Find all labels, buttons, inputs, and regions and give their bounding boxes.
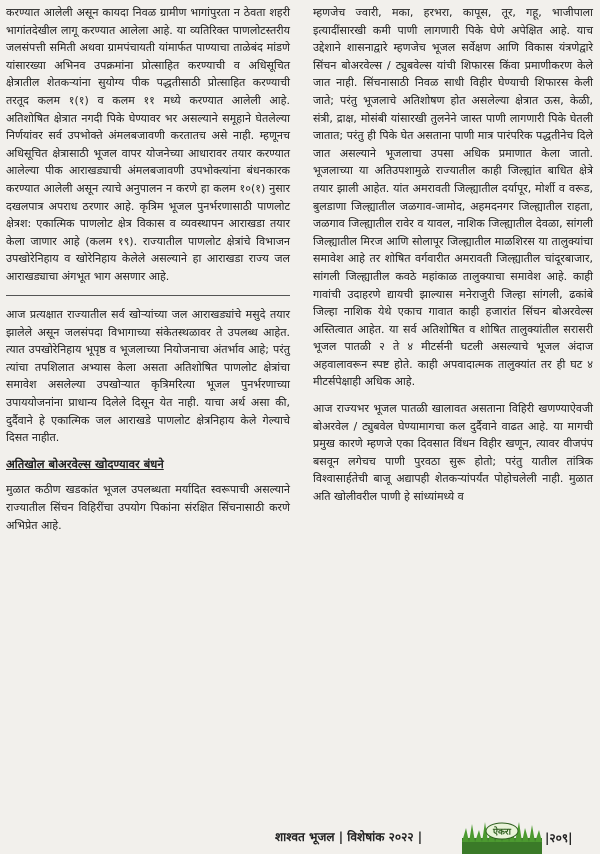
right-column	[313, 4, 593, 515]
paragraph: आज प्रत्यक्षात राज्यातील सर्व खोऱ्यांच्या जल आराखड्यांचे मसुदे तयार झालेले असून जलसंपदा विभागाच्या संकेतस्थळावर ते उपलब्ध आहेत. त्यात उपखोरेनिहाय भूपृष्ठ व भूजलाच्या नियोजनाचा अंतर्भाव आहे; परंतु त्यांचा तपशिलात अभ्यास केला असता अतिशोषित पाणलोट क्षेत्रांचा समावेश असलेल्या उपखोऱ्यात कृत्रिमरित्या भूजल पुनर्भरणाच्या उपाययोजनांना प्राधान्य दिलेले दिसून येत नाही. याचा अर्थ असा की, दुर्दैवाने हे एकात्मिक जल आराखडे पाणलोट क्षेत्रनिहाय केले गेल्याचे दिसत नाहीत.	[6, 308, 290, 445]
logo-text: ऐकरा	[493, 827, 511, 838]
section-heading: अतिखोल बोअरवेल्स खोदण्यावर बंधने	[6, 456, 164, 471]
left-column	[6, 4, 290, 543]
footer	[0, 816, 600, 854]
magazine-name: शाश्वत भूजल | विशेषांक २०२२ |	[275, 830, 423, 844]
paragraph: करण्यात आलेली असून कायदा निवळ ग्रामीण भागांपुरता न ठेवता शहरी भागांतदेखील लागू करण्यात आलेला आहे. या व्यतिरिक्त पाणलोटस्तरीय जलसंपत्ती समिती अथवा ग्रामपंचायती यांमार्फत पाण्याचा ताळेबंद मांडणे यांसारख्या अभिनव उपक्रमांना प्रोत्साहित करण्याची व अधिसूचित क्षेत्रातील शेतकऱ्यांना सुयोग्य पीक पद्धतीसाठी प्रोत्साहित करण्याची तरतूद कलम १(१) व कलम ११ मध्ये करण्यात आलेली आहे. अतिशोषित क्षेत्रात नगदी पिके घेण्यावर भर असल्याने समूहाने घेतलेल्या निर्णयांवर सर्व उपभोक्ते अंमलबजावणी करतातच असे नाही. म्हणूनच अधिसूचित क्षेत्रासाठी भूजल वापर योजनेच्या आधारावर तयार करण्यात आलेल्या पीक आराखड्याची अंमलबजावणी उपभोक्त्यांना बंधनकारक करण्यात आलेली असून त्याचे अनुपालन न करणे हा कलम १०(१) नुसार दखलपात्र अपराध ठरणार आहे. कृत्रिम भूजल पुनर्भरणासाठी पाणलोट क्षेत्रश: एकात्मिक पाणलोट क्षेत्र विकास व व्यवस्थापन आराखडा तयार केला जाणार आहे (कलम १९). राज्यातील पाणलोट क्षेत्रांचे विभाजन उपखोरेनिहाय व खोरेनिहाय केलेले असल्याने हा आराखडा राज्य जल आराखड्याचा अंगभूत भाग असणार आहे.	[6, 6, 290, 283]
page-number: |२०९|	[545, 831, 573, 845]
paragraph: आज राज्यभर भूजल पातळी खालावत असताना विहिरी खणण्याऐवजी बोअरवेल / ट्युबवेल घेण्यामागचा कल दुर्दैवाने वाढत आहे. या मागची प्रमुख कारणे म्हणजे एका दिवसात विंधन विहीर खणून, त्यावर वीजपंप बसवून लगेचच पाणी पुरवठा सुरू होतो; परंतु यातील तांत्रिक विश्वासार्हतेची बाजू अद्यापही शेतकऱ्यांपर्यंत पोहोचलेली नाही. मुळात अति खोलीवरील पाणी हे सांध्यांमध्ये व	[313, 402, 593, 504]
paragraph: मुळात कठीण खडकांत भूजल उपलब्धता मर्यादित स्वरूपाची असल्याने राज्यातील सिंचन विहिरींचा उपयोग पिकांना संरक्षित सिंचनासाठी करणे अभिप्रेत आहे.	[6, 483, 290, 532]
divider	[6, 295, 290, 297]
paragraph: म्हणजेच ज्वारी, मका, हरभरा, कापूस, तूर, गहू, भाजीपाला इत्यादींसारखी कमी पाणी लागणारी पिके घेणे अपेक्षित आहे. याच उद्देशाने शासनाद्वारे म्हणजेच भूजल सर्वेक्षण आणि विकास यंत्रणेद्वारे सिंचन बोअरवेल्स / ट्युबवेल्स यांची शिफारस किंवा प्रमाणीकरण केले जात नाही. सिंचनासाठी निवळ साधी विहीर घेण्याची शिफारस केली जाते; परंतु भूजलाचे अतिशोषण होत असलेल्या क्षेत्रात ऊस, केळी, संत्री, द्राक्ष, मोसंबी यांसारखी तुलनेने जास्त पाणी लागणारी पिके घेतली जातात; परंतु ही पिके घेत असताना पाणी मात्र पारंपरिक पद्धतीनेच दिले जात असल्याने भूजलाचा उपसा अधिक प्रमाणात केला जातो. भूजलाच्या या अतिउपशामुळे राज्यातील काही जिल्ह्यांत बाधित क्षेत्रे तयार झाली आहेत. यांत अमरावती जिल्ह्यातील दर्यापूर, मोर्शी व वरूड, बुलडाणा जिल्ह्यातील जळगाव-जामोद, अहमदनगर जिल्ह्यातील राहता, जळगाव जिल्ह्यातील रावेर व यावल, नाशिक जिल्ह्यातील देवळा, सांगली जिल्ह्यातील मिरज आणि सोलापूर जिल्ह्यातील माळशिरस या तालुक्यांचा समावेश आहे तर शोषित वर्गवारीत अमरावती जिल्ह्यातील चांदूरबाजार, सांगली जिल्ह्यातील कवठे महांकाळ तालुक्याचा समावेश आहे. काही गावांची उदाहरणे द्यायची झाल्यास मनेराजुरी जिल्हा सांगली, ढकांबे जिल्हा नाशिक येथे एकाच गावात काही हजारांत सिंचन बोअरवेल्स अस्तित्वात आहेत. या सर्व अतिशोषित व शोषित तालुक्यांतील सरासरी भूजल पातळी २ ते ४ मीटर्सनी घटली असल्याचे भूजल अंदाज अहवालावरून स्पष्ट होते. काही अपवादात्मक तालुक्यांत तर ही घट ४ मीटर्सपेक्षाही अधिक आहे.	[313, 6, 593, 389]
